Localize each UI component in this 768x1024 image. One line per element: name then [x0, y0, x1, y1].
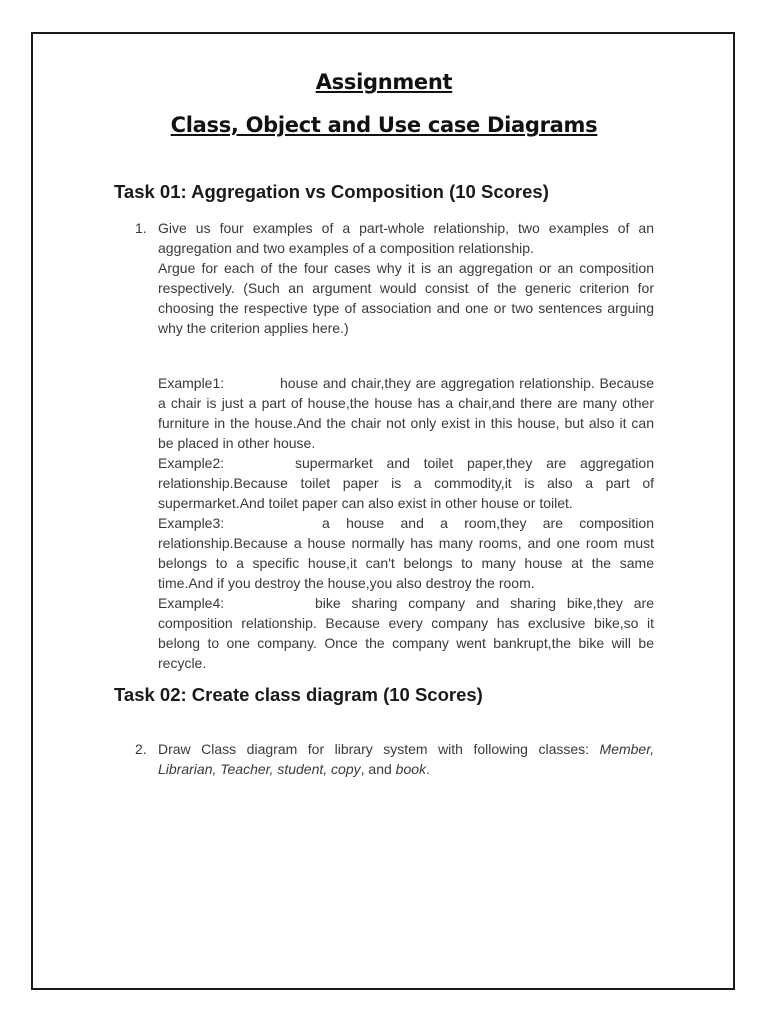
- document-subtitle: Class, Object and Use case Diagrams: [170, 113, 598, 137]
- example-2: [158, 453, 654, 513]
- example-3-label: Example3:: [158, 515, 225, 531]
- task1-item-number: 1.: [135, 220, 147, 236]
- task1-heading: Task 01: Aggregation vs Composition (10 Scores): [114, 181, 549, 202]
- task1-question-para2: Argue for each of the four cases why it is an aggregation or an composition respectively. (Such an argument would consist of the generic criterion for choosing the respective type of association and one or two sentences arguing why the criterion applies here.): [158, 260, 654, 336]
- example-3: [158, 513, 654, 593]
- task2-class-list: Member, Librarian, Teacher, student, copy: [158, 741, 654, 777]
- task2-item-number: 2.: [135, 741, 147, 757]
- example-3-text: a house and a room,they are composition relationship.Because a house normally has many rooms, and one room must belongs to a specific house,it can't belongs to many house at the same time.And if you destroy the house,you also destroy the room.: [158, 515, 654, 591]
- task1-examples: [158, 373, 654, 673]
- example-4-label: Example4:: [158, 595, 225, 611]
- task2-question-middle: , and: [360, 761, 396, 777]
- example-2-label: Example2:: [158, 455, 225, 471]
- example-1-text: house and chair,they are aggregation relationship. Because a chair is just a part of house,the house has a chair,and there are many other furniture in the house.And the chair not only exist in this house, but also it can be placed in other house.: [158, 375, 654, 451]
- task2-class-book: book: [395, 761, 427, 777]
- task2-question: [158, 739, 654, 779]
- example-1-label: Example1:: [158, 375, 225, 391]
- document-title: Assignment: [315, 70, 453, 94]
- task2-question-suffix: .: [426, 761, 430, 777]
- example-4-text: bike sharing company and sharing bike,they are composition relationship. Because every company has exclusive bike,so it belong to one company. Once the company went bankrupt,the bike will be recycle.: [158, 595, 654, 671]
- example-1: [158, 373, 654, 453]
- task2-heading: Task 02: Create class diagram (10 Scores): [114, 684, 483, 705]
- task1-question: [158, 218, 654, 338]
- task1-question-para1: Give us four examples of a part-whole relationship, two examples of an aggregation and two examples of a composition relationship.: [158, 220, 654, 256]
- example-2-text: supermarket and toilet paper,they are aggregation relationship.Because toilet paper is a commodity,it is also a part of supermarket.And toilet paper can also exist in other house or toilet.: [158, 455, 654, 511]
- task2-question-prefix: Draw Class diagram for library system with following classes:: [158, 741, 600, 757]
- example-4: [158, 593, 654, 673]
